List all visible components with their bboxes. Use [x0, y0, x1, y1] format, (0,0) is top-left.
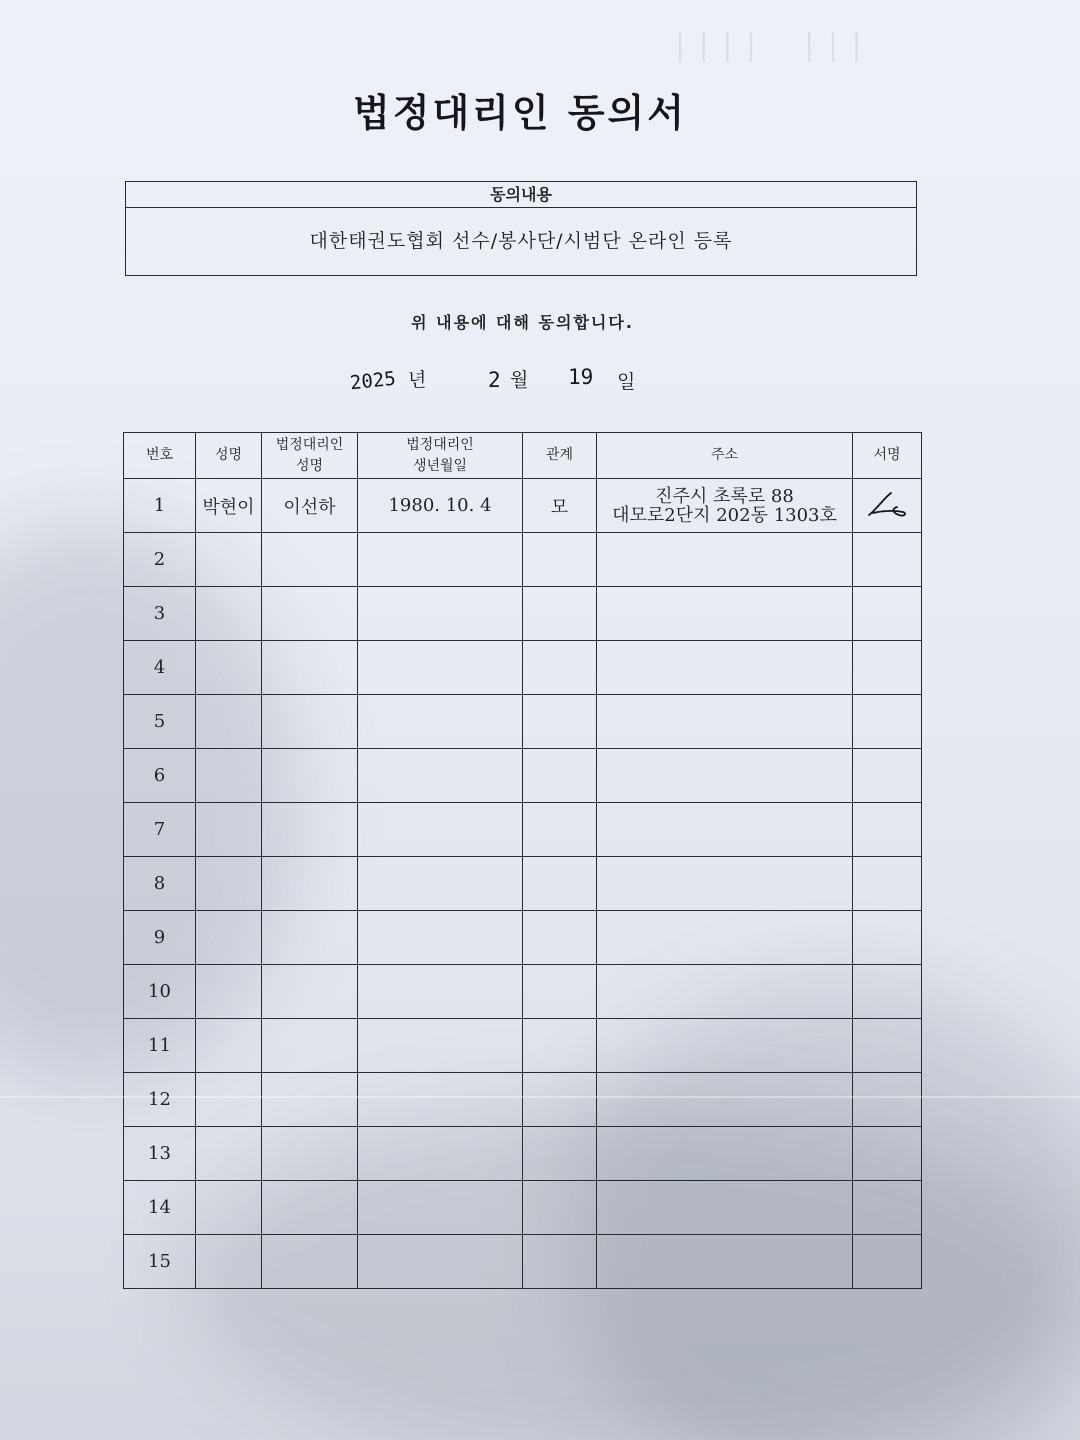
header-no: 번호 — [124, 433, 196, 479]
registration-table-area — [103, 432, 938, 1292]
row-number: 11 — [124, 1019, 196, 1073]
date-year-unit: 년 — [408, 369, 427, 391]
header-guardian-name-line1: 법정대리인 — [275, 436, 344, 453]
table-body — [124, 479, 922, 1289]
table-row — [124, 749, 922, 803]
handwritten-guardian-birth: 1980. 10. 4 — [358, 479, 523, 533]
table-row — [124, 479, 922, 533]
row-number: 1 — [124, 479, 196, 533]
header-guardian-name — [262, 433, 358, 479]
handwritten-guardian-name: 이선하 — [262, 479, 358, 533]
date-month-handwritten: 2 — [488, 368, 501, 392]
table-row — [124, 1019, 922, 1073]
header-guardian-birth — [358, 433, 523, 479]
table-row — [124, 641, 922, 695]
table-header-row — [124, 433, 922, 479]
table-row — [124, 1127, 922, 1181]
row-number: 6 — [124, 749, 196, 803]
table-row — [124, 911, 922, 965]
header-guardian-name-line2: 성명 — [295, 457, 324, 474]
table-row — [124, 587, 922, 641]
document-title: 법정대리인 동의서 — [353, 91, 687, 135]
table-row — [124, 857, 922, 911]
table-row — [124, 1181, 922, 1235]
date-month-unit: 월 — [510, 369, 529, 391]
header-name: 성명 — [196, 433, 262, 479]
header-address: 주소 — [597, 433, 853, 479]
row-number: 2 — [124, 533, 196, 587]
consent-content-header: 동의내용 — [126, 182, 916, 208]
date-day-unit: 일 — [617, 371, 636, 393]
row-number: 12 — [124, 1073, 196, 1127]
table-row — [124, 533, 922, 587]
address-line-1: 진주시 초록로 88 — [655, 485, 794, 507]
signature-cell — [853, 479, 922, 533]
header-relation: 관계 — [523, 433, 597, 479]
consent-content-text: 대한태권도협회 선수/봉사단/시범단 온라인 등록 — [309, 230, 733, 252]
handwritten-signature-icon — [863, 491, 911, 521]
handwritten-name: 박현이 — [196, 479, 262, 533]
row-number: 15 — [124, 1235, 196, 1289]
table-row — [124, 803, 922, 857]
header-guardian-birth-line2: 생년월일 — [412, 457, 468, 474]
row-number: 10 — [124, 965, 196, 1019]
row-number: 5 — [124, 695, 196, 749]
table-row — [124, 1073, 922, 1127]
row-number: 8 — [124, 857, 196, 911]
handwritten-relation: 모 — [523, 479, 597, 533]
guardian-consent-table — [123, 432, 922, 1289]
table-row — [124, 965, 922, 1019]
table-row — [124, 695, 922, 749]
signing-date — [0, 362, 1080, 402]
address-line-2: 대모로2단지 202동 1303호 — [612, 504, 837, 526]
consent-statement: 위 내용에 대해 동의합니다. — [411, 313, 634, 332]
paper-fold-line — [0, 1096, 1080, 1098]
date-day-handwritten: 19 — [568, 365, 594, 389]
handwritten-address — [597, 479, 853, 533]
header-guardian-birth-line1: 법정대리인 — [406, 436, 474, 453]
date-year-handwritten: 2025 — [348, 367, 397, 395]
consent-content-box — [125, 181, 917, 276]
row-number: 4 — [124, 641, 196, 695]
show-through-mark: | | | | | | | — [675, 28, 864, 63]
row-number: 9 — [124, 911, 196, 965]
table-row — [124, 1235, 922, 1289]
row-number: 3 — [124, 587, 196, 641]
header-signature: 서명 — [853, 433, 922, 479]
row-number: 14 — [124, 1181, 196, 1235]
row-number: 7 — [124, 803, 196, 857]
row-number: 13 — [124, 1127, 196, 1181]
